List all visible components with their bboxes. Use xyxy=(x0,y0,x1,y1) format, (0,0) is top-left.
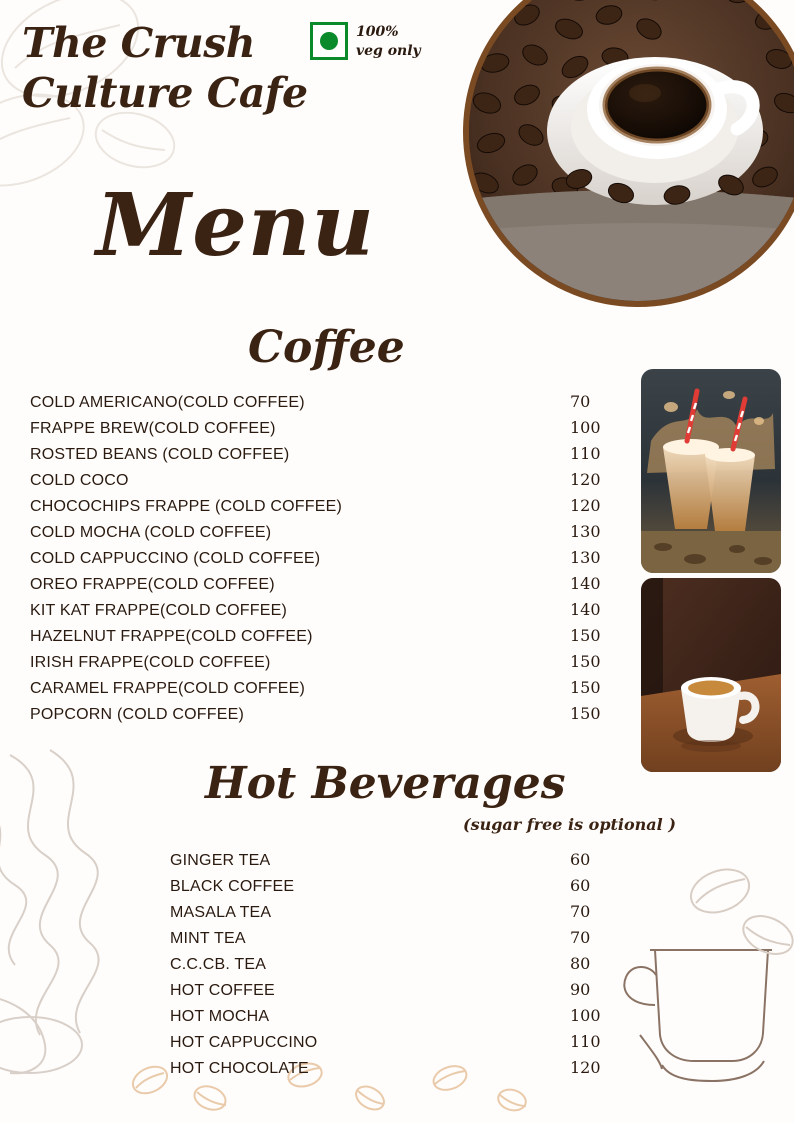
item-name: HAZELNUT FRAPPE(COLD COFFEE) xyxy=(30,628,313,645)
item-name: BLACK COFFEE xyxy=(170,878,295,895)
item-name: MASALA TEA xyxy=(170,904,272,921)
hot-beverages-item-list xyxy=(170,850,630,1084)
item-price: 80 xyxy=(570,954,591,973)
item-name: COLD AMERICANO(COLD COFFEE) xyxy=(30,394,305,411)
list-item xyxy=(170,876,630,902)
veg-percent: 100% xyxy=(356,24,399,40)
list-item xyxy=(170,902,630,928)
item-price: 110 xyxy=(570,1032,601,1051)
item-price: 150 xyxy=(570,678,601,697)
item-price: 130 xyxy=(570,522,601,541)
list-item xyxy=(30,548,630,574)
item-price: 110 xyxy=(570,444,601,463)
item-price: 70 xyxy=(570,392,591,411)
item-price: 100 xyxy=(570,418,601,437)
list-item xyxy=(170,850,630,876)
list-item xyxy=(30,392,630,418)
item-name: HOT CAPPUCCINO xyxy=(170,1034,318,1051)
item-name: CARAMEL FRAPPE(COLD COFFEE) xyxy=(30,680,306,697)
list-item xyxy=(30,678,630,704)
list-item xyxy=(30,704,630,730)
item-name: POPCORN (COLD COFFEE) xyxy=(30,706,244,723)
section-title-coffee: Coffee xyxy=(248,322,405,373)
veg-label: veg only xyxy=(356,43,421,59)
item-name: COLD CAPPUCCINO (COLD COFFEE) xyxy=(30,550,321,567)
list-item xyxy=(30,600,630,626)
list-item xyxy=(30,418,630,444)
item-name: C.C.CB. TEA xyxy=(170,956,267,973)
item-name: ROSTED BEANS (COLD COFFEE) xyxy=(30,446,290,463)
list-item xyxy=(170,954,630,980)
list-item xyxy=(30,470,630,496)
list-item xyxy=(170,980,630,1006)
list-item xyxy=(30,496,630,522)
brand-line-1: The Crush xyxy=(22,19,256,67)
hero-coffee-photo xyxy=(463,0,794,307)
veg-only-badge xyxy=(310,22,421,61)
item-name: COLD MOCHA (COLD COFFEE) xyxy=(30,524,272,541)
steam-swirl-sketch-icon xyxy=(0,745,180,1080)
item-price: 120 xyxy=(570,470,601,489)
list-item xyxy=(30,574,630,600)
brand-line-2: Culture Cafe xyxy=(22,69,308,117)
item-price: 60 xyxy=(570,876,591,895)
item-price: 150 xyxy=(570,704,601,723)
item-price: 120 xyxy=(570,496,601,515)
item-name: KIT KAT FRAPPE(COLD COFFEE) xyxy=(30,602,287,619)
coffee-item-list xyxy=(30,392,630,730)
list-item xyxy=(30,626,630,652)
item-name: HOT CHOCOLATE xyxy=(170,1060,309,1077)
veg-mark-icon xyxy=(310,22,348,60)
item-name: GINGER TEA xyxy=(170,852,271,869)
item-name: FRAPPE BREW(COLD COFFEE) xyxy=(30,420,276,437)
item-price: 130 xyxy=(570,548,601,567)
item-price: 70 xyxy=(570,928,591,947)
list-item xyxy=(170,1032,630,1058)
list-item xyxy=(30,652,630,678)
item-name: HOT MOCHA xyxy=(170,1008,270,1025)
item-name: OREO FRAPPE(COLD COFFEE) xyxy=(30,576,275,593)
item-name: COLD COCO xyxy=(30,472,129,489)
espresso-cup-photo xyxy=(641,578,781,772)
list-item xyxy=(170,1006,630,1032)
item-price: 70 xyxy=(570,902,591,921)
item-price: 140 xyxy=(570,600,601,619)
list-item xyxy=(170,1058,630,1084)
list-item xyxy=(170,928,630,954)
item-price: 150 xyxy=(570,652,601,671)
item-name: IRISH FRAPPE(COLD COFFEE) xyxy=(30,654,271,671)
item-price: 90 xyxy=(570,980,591,999)
item-name: MINT TEA xyxy=(170,930,246,947)
item-price: 100 xyxy=(570,1006,601,1025)
veg-dot-icon xyxy=(320,32,338,50)
list-item xyxy=(30,444,630,470)
veg-badge-text xyxy=(356,22,421,61)
page-title: Menu xyxy=(96,175,375,276)
item-price: 150 xyxy=(570,626,601,645)
item-name: CHOCOCHIPS FRAPPE (COLD COFFEE) xyxy=(30,498,343,515)
list-item xyxy=(30,522,630,548)
item-price: 120 xyxy=(570,1058,601,1077)
item-name: HOT COFFEE xyxy=(170,982,275,999)
hot-beverages-note: (sugar free is optional ) xyxy=(463,815,676,834)
item-price: 140 xyxy=(570,574,601,593)
frappe-photo xyxy=(641,369,781,573)
item-price: 60 xyxy=(570,850,591,869)
section-title-hot-beverages: Hot Beverages xyxy=(205,758,566,809)
